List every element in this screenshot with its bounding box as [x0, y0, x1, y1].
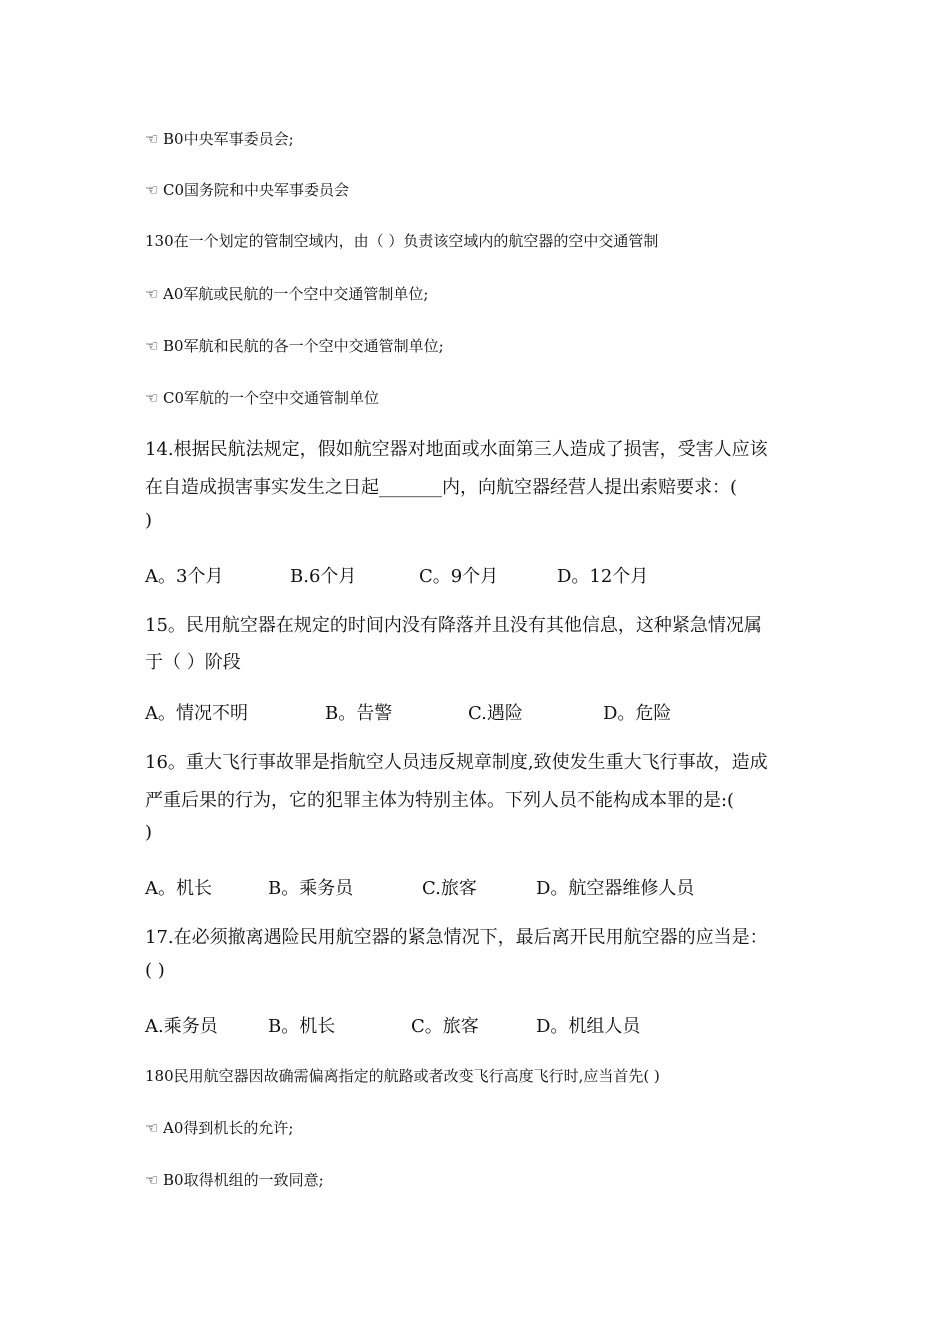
- pointing-hand-icon: ☜: [145, 130, 159, 148]
- option-q17-c: C。旅客: [411, 1016, 479, 1037]
- pointing-hand-icon: ☜: [145, 337, 159, 355]
- option-q17-a: A.乘务员: [145, 1016, 218, 1037]
- option-q13-a: ☜ A0军航或民航的一个空中交通管制单位;: [145, 285, 429, 303]
- option-q13-b: ☜ B0军航和民航的各一个空中交通管制单位;: [145, 337, 444, 355]
- option-q12-c: ☜ C0国务院和中央军事委员会: [145, 181, 350, 199]
- option-q14-d: D。12个月: [557, 566, 649, 587]
- question-15-line-1: 15。民用航空器在规定的时间内没有降落并且没有其他信息，这种紧急情况属: [145, 615, 762, 636]
- pointing-hand-icon: ☜: [145, 285, 159, 303]
- question-14-line-1: 14.根据民航法规定，假如航空器对地面或水面第三人造成了损害，受害人应该: [145, 439, 768, 460]
- question-16-line-1: 16。重大飞行事故罪是指航空人员违反规章制度,致使发生重大飞行事故，造成: [145, 752, 768, 773]
- option-q16-a: A。机长: [145, 878, 212, 899]
- option-q16-b: B。乘务员: [268, 878, 354, 899]
- question-16-line-2: 严重后果的行为，它的犯罪主体为特别主体。下列人员不能构成本罪的是:(: [145, 790, 735, 811]
- question-17-line-1: 17.在必须撤离遇险民用航空器的紧急情况下，最后离开民用航空器的应当是：: [145, 927, 768, 948]
- question-14-line-3: ): [145, 510, 153, 531]
- question-14-line-2: 在自造成损害事实发生之日起_______内，向航空器经营人提出索赔要求：(: [145, 477, 738, 498]
- option-q14-c: C。9个月: [419, 566, 499, 587]
- question-15-line-2: 于（ ）阶段: [145, 652, 241, 673]
- pointing-hand-icon: ☜: [145, 1119, 159, 1137]
- option-q14-a: A。3个月: [145, 566, 224, 587]
- option-q18-a: ☜ A0得到机长的允许;: [145, 1119, 294, 1137]
- option-q13-c: ☜ C0军航的一个空中交通管制单位: [145, 389, 380, 407]
- pointing-hand-icon: ☜: [145, 181, 159, 199]
- option-q15-a: A。情况不明: [145, 703, 248, 724]
- option-q16-d: D。航空器维修人员: [536, 878, 695, 899]
- option-q17-d: D。机组人员: [536, 1016, 641, 1037]
- option-q15-d: D。危险: [603, 703, 672, 724]
- question-13-stem: 130在一个划定的管制空域内，由（ ）负责该空域内的航空器的空中交通管制: [145, 232, 659, 250]
- question-16-line-3: ): [145, 822, 153, 843]
- question-17-line-2: ( ): [145, 960, 165, 981]
- option-q14-b: B.6个月: [290, 566, 357, 587]
- pointing-hand-icon: ☜: [145, 389, 159, 407]
- option-q17-b: B。机长: [268, 1016, 336, 1037]
- option-q12-b: ☜ B0中央军事委员会;: [145, 130, 294, 148]
- option-q18-b: ☜ B0取得机组的一致同意;: [145, 1171, 324, 1189]
- option-q15-b: B。告警: [325, 703, 393, 724]
- pointing-hand-icon: ☜: [145, 1171, 159, 1189]
- option-q16-c: C.旅客: [422, 878, 477, 899]
- option-q15-c: C.遇险: [468, 703, 523, 724]
- question-18-stem: 180民用航空器因故确需偏离指定的航路或者改变飞行高度飞行时,应当首先( ): [145, 1067, 660, 1085]
